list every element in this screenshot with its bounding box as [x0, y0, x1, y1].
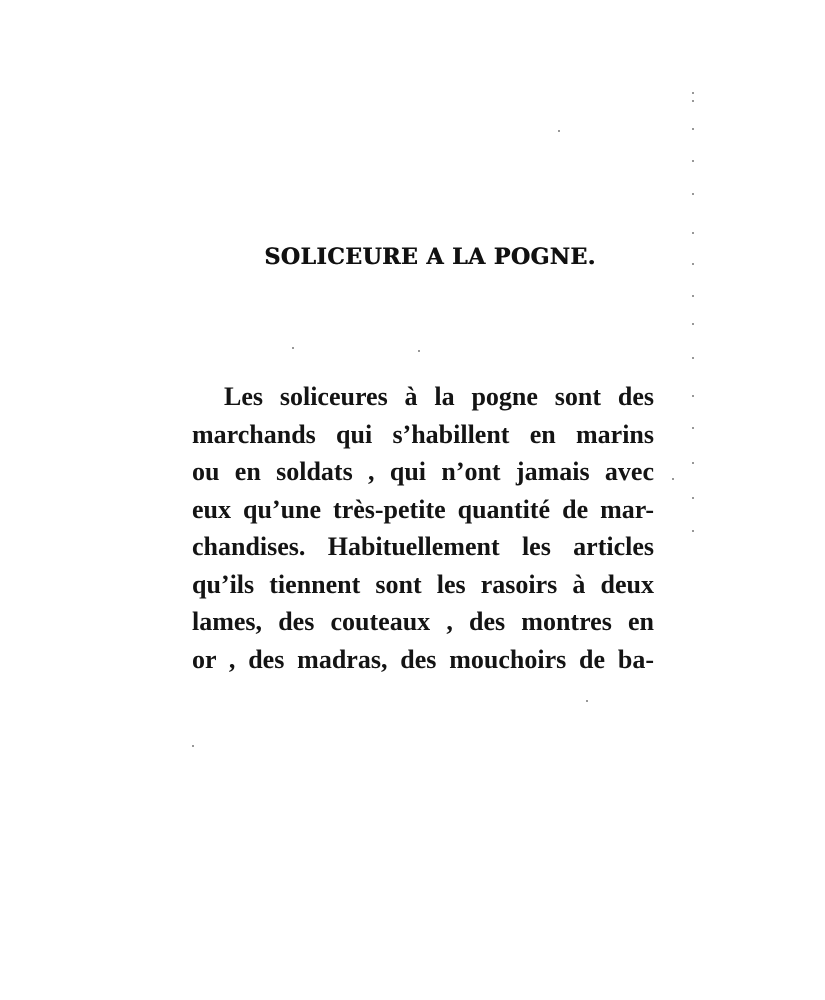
scan-speck: [192, 745, 194, 747]
text-line: eux qu’une très-petite quantité de mar-: [192, 494, 654, 524]
text-line: qu’ils tiennent sont les rasoirs à deux: [192, 569, 654, 599]
text-line: lames, des couteaux , des montres en: [192, 607, 654, 636]
scan-speck: [692, 160, 694, 162]
text-line: ou en soldats , qui n’ont jamais avec: [192, 457, 654, 486]
scan-speck: [672, 478, 674, 480]
scan-speck: [692, 92, 694, 94]
text-line: Les soliceures à la pogne sont des: [224, 382, 654, 411]
scan-speck: [692, 295, 694, 297]
scan-speck: [692, 128, 694, 130]
scan-speck: [692, 323, 694, 325]
scan-speck: [292, 347, 294, 349]
scan-speck: [692, 427, 694, 429]
scan-speck: [558, 130, 560, 132]
scan-speck: [692, 395, 694, 397]
chapter-heading: SOLICEURE A LA POGNE.: [264, 244, 596, 270]
scan-speck: [692, 357, 694, 359]
scan-speck: [692, 193, 694, 195]
scan-speck: [692, 462, 694, 464]
paragraph: [192, 378, 654, 678]
scan-speck: [586, 700, 588, 702]
scan-speck: [692, 232, 694, 234]
text-line: marchands qui s’habillent en marins: [192, 419, 654, 449]
scan-speck: [418, 350, 420, 352]
scan-speck: [692, 100, 694, 102]
scan-speck: [692, 530, 694, 532]
scan-speck: [692, 263, 694, 265]
scan-speck: [692, 497, 694, 499]
text-line: chandises. Habituellement les articles: [192, 532, 654, 561]
text-line: or , des madras, des mouchoirs de ba-: [192, 644, 654, 674]
